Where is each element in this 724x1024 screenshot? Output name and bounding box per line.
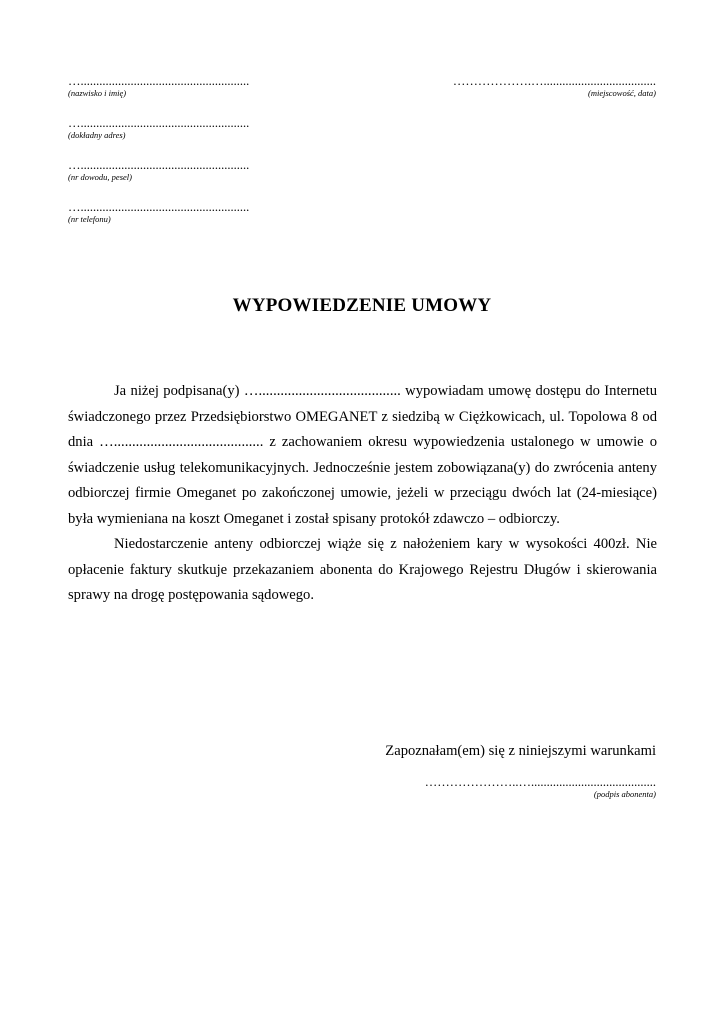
address-field: [68, 116, 308, 140]
signature-dotted-line: …………………..…........................................: [424, 775, 656, 789]
place-date-caption: (miejscowość, data): [588, 88, 656, 98]
place-date-dotted-line: ……………….…....................................: [452, 74, 656, 88]
body-paragraph-1: Ja niżej podpisana(y) …....................................... wypowiadam umowę dostępu do Internetu świadczonego przez Przedsiębiorstwo OMEGANET z siedzibą w Ciężkowicach, ul. Topolowa 8 od dnia …......................................... z zachowaniem okresu wypowiedzenia ustalonego w umowie o świadczenie usług telekomunikacyjnych. Jednocześnie jestem zobowiązana(y) do zwrócenia anteny odbiorczej firmie Omeganet po zakończonej umowie, jeżeli w przeciągu dwóch lat (24-miesiące) była wymieniana na koszt Omeganet i został spisany protokół zdawczo – odbiorczy.: [68, 383, 657, 527]
id-number-caption: (nr dowodu, pesel): [68, 172, 132, 182]
phone-dotted-line: …......................................................: [68, 200, 250, 214]
address-caption: (dokładny adres): [68, 130, 126, 140]
phone-caption: (nr telefonu): [68, 214, 111, 224]
signature-caption: (podpis abonenta): [593, 789, 656, 799]
name-dotted-line: …......................................................: [68, 74, 250, 88]
place-date-field: [416, 74, 656, 98]
acknowledgement-text: Zapoznałam(em) się z niniejszymi warunkami: [385, 743, 656, 759]
id-number-field: [68, 158, 308, 182]
body-paragraph-2: Niedostarczenie anteny odbiorczej wiąże się z nałożeniem kary w wysokości 400zł. Nie opłacenie faktury skutkuje przekazaniem abonenta do Krajowego Rejestru Długów i skierowania sprawy na drogę postępowania sądowego.: [68, 536, 657, 603]
name-field: [68, 74, 308, 98]
name-caption: (nazwisko i imię): [68, 88, 127, 98]
id-number-dotted-line: …......................................................: [68, 158, 250, 172]
phone-field: [68, 200, 308, 224]
address-dotted-line: …......................................................: [68, 116, 250, 130]
signature-block: [336, 741, 656, 799]
document-body: [68, 379, 657, 609]
document-title: WYPOWIEDZENIE UMOWY: [232, 295, 492, 316]
